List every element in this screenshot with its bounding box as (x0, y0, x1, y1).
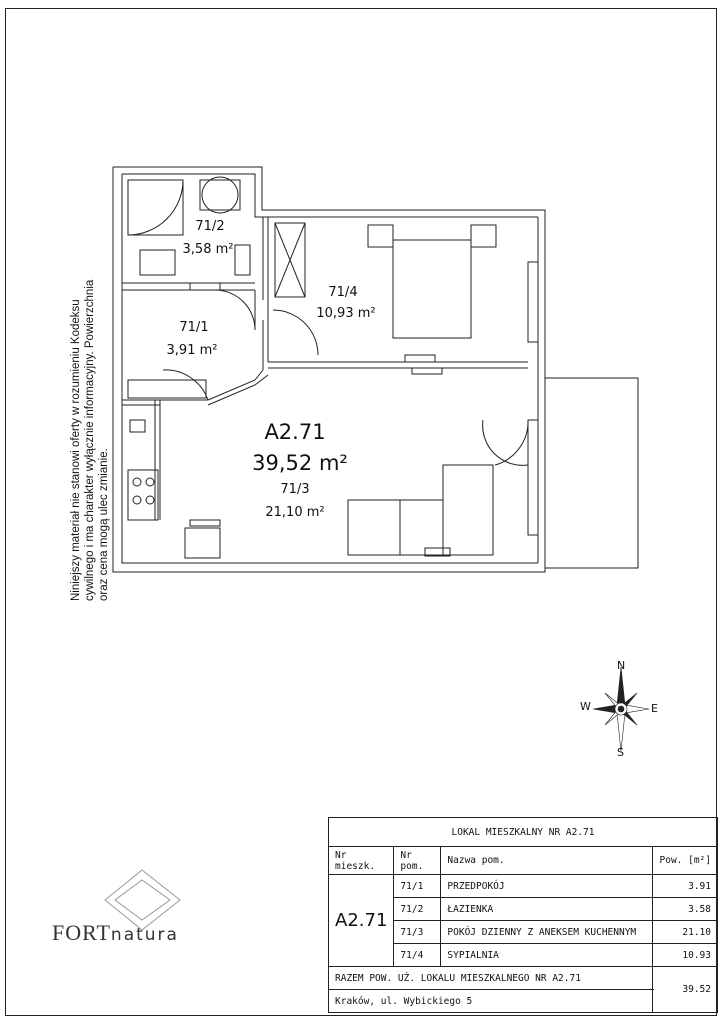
hall-wardrobe (128, 380, 206, 398)
kitchen-sink (185, 528, 220, 558)
room-71-2-number: 71/2 (195, 219, 225, 234)
compass-e: E (651, 702, 658, 715)
unit-id: A2.71 (264, 420, 326, 444)
legend-total-label: RAZEM POW. UŻ. LOKALU MIESZKALNEGO NR A2.71 (329, 967, 653, 990)
bed (393, 240, 471, 338)
legend-row-area: 21.10 (653, 921, 718, 944)
washbasin (202, 177, 238, 213)
bedroom-window (528, 262, 538, 342)
room-71-3-number: 71/3 (280, 482, 310, 497)
cooktop (128, 470, 158, 520)
legend-row-area: 3.91 (653, 875, 718, 898)
compass-w: W (580, 700, 591, 713)
legend-address: Kraków, ul. Wybickiego 5 (329, 990, 653, 1013)
legend-row-name: SYPIALNIA (441, 944, 653, 967)
room-71-2-area: 3,58 m² (182, 242, 234, 257)
compass-s: S (617, 746, 624, 759)
shower-tray (128, 180, 183, 235)
legend-header-area: Pow. [m²] (653, 847, 718, 875)
legend-unit-id: A2.71 (329, 875, 394, 967)
legend-row-no: 71/3 (394, 921, 441, 944)
legend-title: LOKAL MIESZKALNY NR A2.71 (329, 818, 718, 847)
legend-row-area: 3.58 (653, 898, 718, 921)
legend-header-room-no: Nr pom. (394, 847, 441, 875)
legend-total-value: 39.52 (653, 967, 718, 1013)
legend-row-no: 71/1 (394, 875, 441, 898)
balcony (545, 378, 638, 568)
room-71-1-area: 3,91 m² (166, 343, 218, 358)
sofa (348, 500, 443, 555)
legend-row-name: POKÓJ DZIENNY Z ANEKSEM KUCHENNYM (441, 921, 653, 944)
legend-row-area: 10.93 (653, 944, 718, 967)
room-71-1-number: 71/1 (179, 320, 209, 335)
legend-header-unit: Nr mieszk. (329, 847, 394, 875)
legend-row-name: PRZEDPOKÓJ (441, 875, 653, 898)
room-71-4-number: 71/4 (328, 285, 358, 300)
disclaimer-line-2: cywilnego i ma charakter wyłącznie informacyjny. Powierzchnia (84, 279, 96, 601)
disclaimer-line-3: oraz cena mogą ulec zmianie. (98, 448, 110, 601)
living-window (528, 420, 538, 535)
fortnatura-logo (52, 920, 179, 946)
legend-row-no: 71/2 (394, 898, 441, 921)
room-71-3-area: 21,10 m² (265, 505, 325, 520)
logo-part-1: FORT (52, 920, 111, 945)
room-71-4-area: 10,93 m² (316, 306, 376, 321)
legend-row-name: ŁAZIENKA (441, 898, 653, 921)
legend-header-room-name: Nazwa pom. (441, 847, 653, 875)
compass-rose (593, 667, 649, 751)
logo-part-2: natura (110, 925, 179, 945)
compass-n: N (617, 659, 626, 672)
legend-row-no: 71/4 (394, 944, 441, 967)
unit-total-area: 39,52 m² (252, 451, 348, 475)
disclaimer-line-1: Niniejszy materiał nie stanowi oferty w rozumieniu Kodeksu (70, 299, 82, 601)
legend-table (328, 817, 718, 1013)
